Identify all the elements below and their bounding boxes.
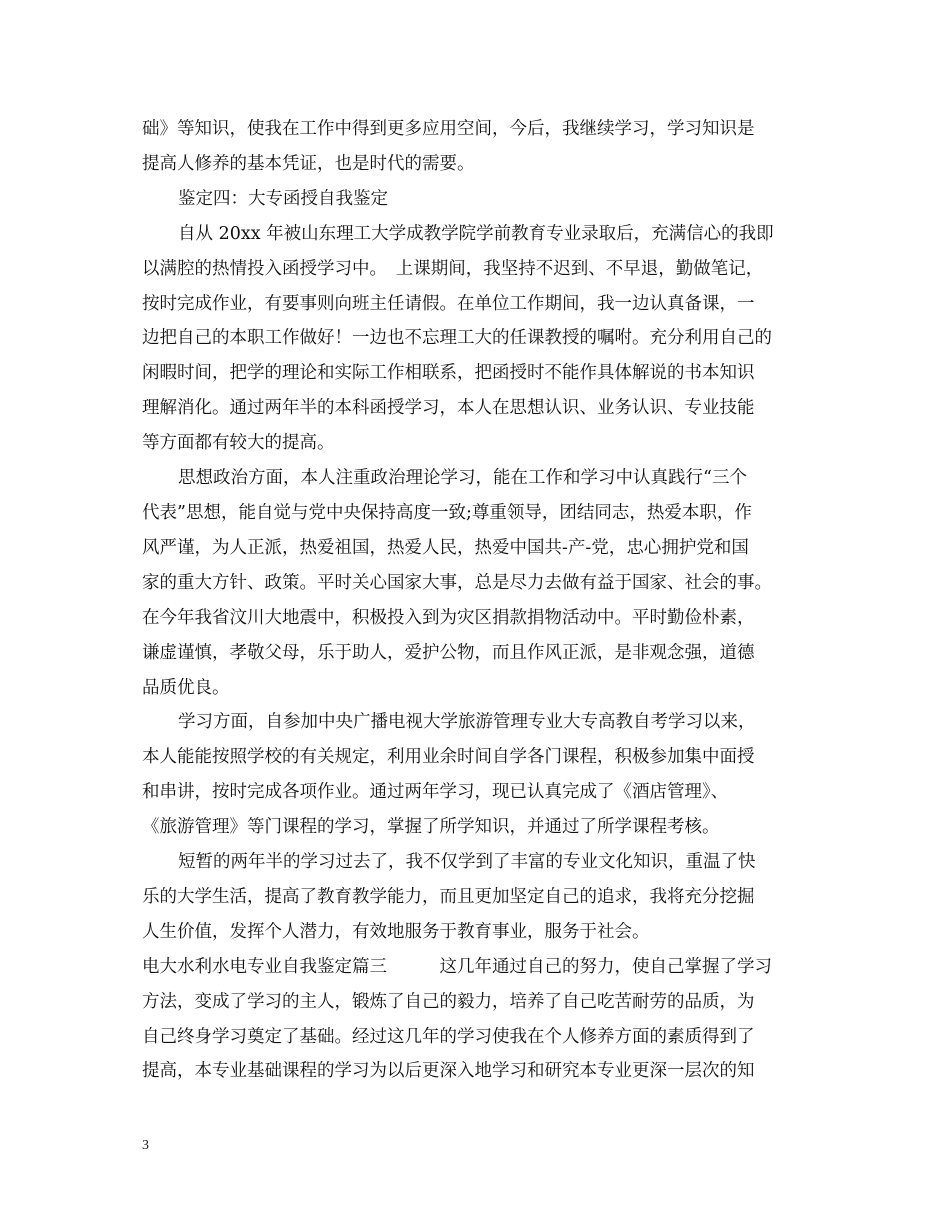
text-line: 自从 20xx 年被山东理工大学成教学院学前教育专业录取后，充满信心的我即 [178,223,774,244]
text-line: 等方面都有较大的提高。 [142,433,335,454]
text-line: 按时完成作业，有要事则向班主任请假。在单位工作期间，我一边认真备课，一 [142,293,755,314]
text-line: 理解消化。通过两年半的本科函授学习，本人在思想认识、业务认识、专业技能 [142,398,755,419]
text-line: 人生价值，发挥个人潜力，有效地服务于教育事业，服务于社会。 [142,921,650,942]
text-line: 自己终身学习奠定了基础。经过这几年的学习使我在个人修养方面的素质得到了 [142,1026,755,1047]
text-line: 提高，本专业基础课程的学习为以后更深入地学习和研究本专业更深一层次的知 [142,1061,755,1082]
page-number: 3 [142,1138,149,1153]
text-line: 础》等知识，使我在工作中得到更多应用空间，今后，我继续学习，学习知识是 [142,119,755,139]
text-line: 以满腔的热情投入函授学习中。 上课期间，我坚持不迟到、不早退，勤做笔记， [142,258,764,279]
text-line: 品质优良。 [142,677,230,698]
text-line: 谦虚谨慎，孝敬父母，乐于助人，爱护公物，而且作风正派，是非观念强，道德 [142,642,755,663]
text-line: 方法，变成了学习的主人，锻炼了自己的毅力，培养了自己吃苦耐劳的品质，为 [142,991,755,1012]
text-line: 鉴定四：大专函授自我鉴定 [178,188,388,209]
text-line: 短暂的两年半的学习过去了，我不仅学到了丰富的专业文化知识，重温了快 [178,852,756,873]
text-line: 学习方面，自参加中央广播电视大学旅游管理专业大专高教自考学习以来， [178,712,756,733]
text-line: 思想政治方面，本人注重政治理论学习，能在工作和学习中认真践行“三个 [178,468,747,489]
text-line: 《旅游管理》等门课程的学习，掌握了所学知识，并通过了所学课程考核。 [142,817,720,838]
text-line: 代表”思想，能自觉与党中央保持高度一致;尊重领导，团结同志，热爱本职，作 [142,502,752,523]
document-body [142,112,822,1089]
text-line: 边把自己的本职工作做好！一边也不忘理工大的任课教授的嘱咐。充分利用自己的 [142,328,772,349]
text-line: 家的重大方针、政策。平时关心国家大事，总是尽力去做有益于国家、社会的事。 [142,572,772,593]
text-line: 乐的大学生活，提高了教育教学能力，而且更加坚定自己的追求，我将充分挖掘 [142,886,755,907]
text-line: 风严谨，为人正派，热爱祖国，热爱人民，热爱中国共-产-党，忠心拥护党和国 [142,537,749,558]
text-line: 提高人修养的基本凭证，也是时代的需要。 [142,153,475,174]
text-line: 和串讲，按时完成各项作业。通过两年学习，现已认真完成了《酒店管理》、 [142,782,729,803]
text-line: 本人能能按照学校的有关规定，利用业余时间自学各门课程，积极参加集中面授 [142,747,755,768]
text-line: 在今年我省汶川大地震中，积极投入到为灾区捐款捐物活动中。平时勤俭朴素， [142,607,755,628]
text-line: 闲暇时间，把学的理论和实际工作相联系，把函授时不能作具体解说的书本知识 [142,363,755,384]
text-line: 电大水利水电专业自我鉴定篇三 这几年通过自己的努力，使自己掌握了学习 [142,956,772,977]
